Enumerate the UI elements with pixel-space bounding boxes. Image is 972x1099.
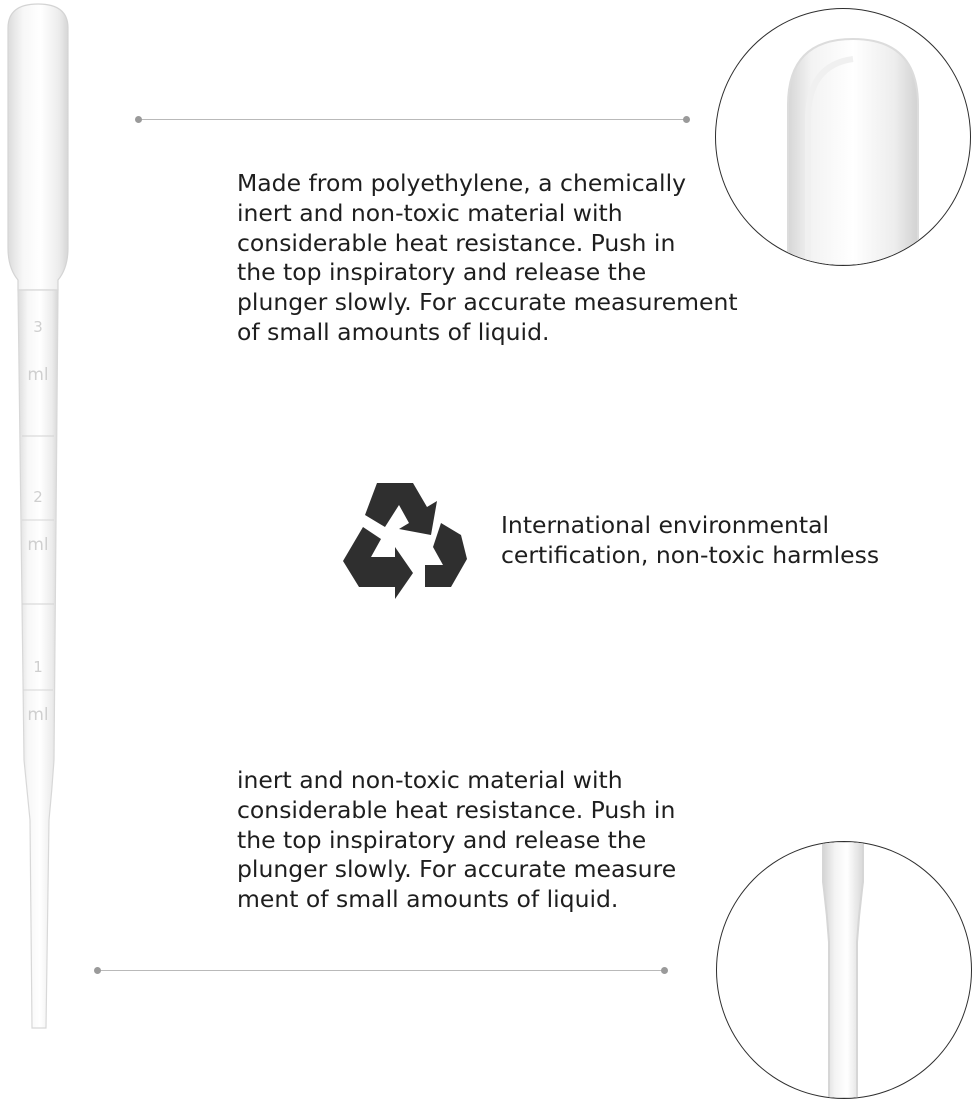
pipette-mark-1: 1 [33,658,43,676]
description-line: of small amounts of liquid. [237,317,550,346]
connector-dot [94,967,101,974]
tip-detail-zoom [716,841,972,1099]
pipette-mark-ml: ml [27,365,49,385]
description-line: ment of small amounts of liquid. [237,885,619,914]
pipette-mark-2: 2 [33,488,43,506]
connector-line-top [138,119,687,120]
description-line: the top inspiratory and release the [237,258,647,287]
eco-line: certification, non-toxic harmless [501,540,880,569]
description-line: considerable heat resistance. Push in [237,228,676,257]
description-line: inert and non-toxic material with [237,198,623,227]
eco-line: International environmental [501,511,830,539]
description-line: inert and non-toxic material with [237,766,623,794]
bulb-tip-illustration [716,9,970,265]
pipette-mark-3: 3 [33,318,43,336]
description-line: the top inspiratory and release the [237,825,647,854]
description-line: plunger slowly. For accurate measurement [237,288,738,317]
connector-dot [661,967,668,974]
description-line: Made from polyethylene, a chemically [237,169,687,197]
connector-dot [683,116,690,123]
eco-certification-text [501,511,879,571]
pipette-illustration [0,0,80,1040]
connector-dot [135,116,142,123]
description-line: considerable heat resistance. Push in [237,795,676,824]
material-description-top [237,169,738,348]
description-line: plunger slowly. For accurate measure [237,855,677,884]
bulb-detail-zoom [715,8,971,266]
pipette-tip-illustration [717,842,971,1098]
pipette-mark-ml: ml [27,535,49,555]
recycle-icon [333,477,473,613]
connector-line-bottom [97,970,665,971]
pipette-mark-ml: ml [27,705,49,725]
material-description-bottom [237,766,676,915]
